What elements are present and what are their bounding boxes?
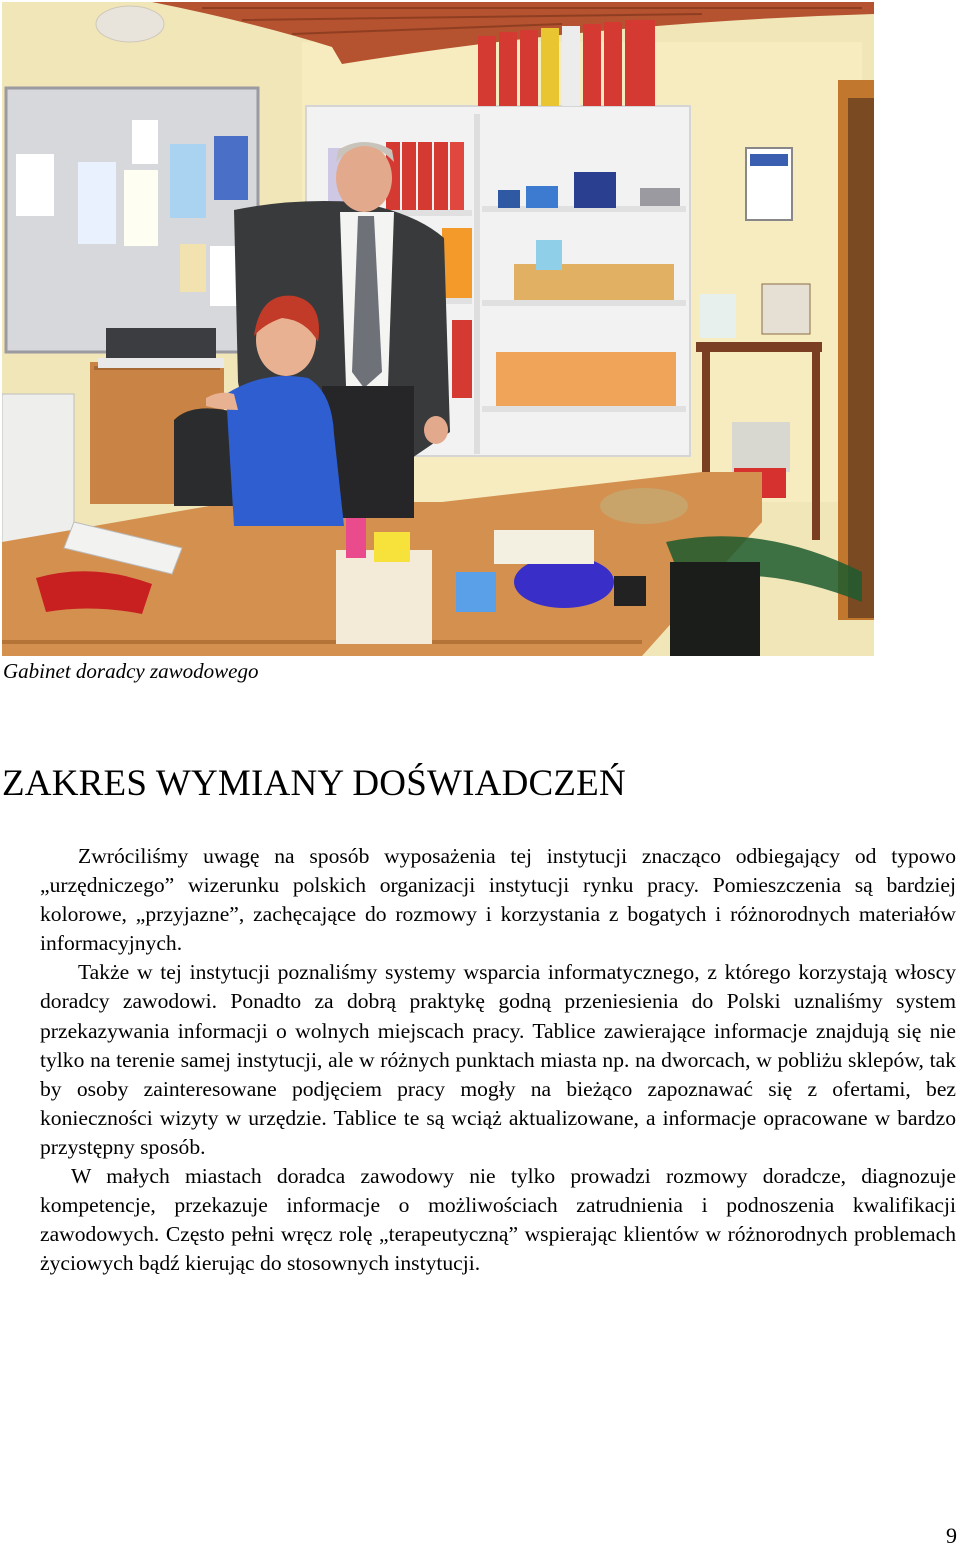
section-heading: ZAKRES WYMIANY DOŚWIADCZEŃ [2,763,626,804]
ceiling-lamp [96,6,164,42]
paragraph: Zwróciliśmy uwagę na sposób wyposażenia tej instytucji znacząco odbiegający od typowo „urzędniczego” wizerunku polskich organizacji instytucji rynku pracy. Pomieszczenia są bardziej kolorowe, „przyjazne”, zachęcające do rozmowy i korzystania z bogatych i różnorodnych materiałów informacyjnych. [40,844,956,956]
paragraph: Także w tej instytucji poznaliśmy systemy wsparcia informatycznego, z którego korzystają włoscy doradcy zawodowi. Ponadto za dobrą praktykę godną przeniesienia do Polski uznaliśmy system przekazywania informacji o wolnych miejscach pracy. Tablice zawierające informacje znajdują się nie tylko na terenie samej instytucji, ale w różnych punktach miasta np. na dworcach, w pobliżu sklepów, tak by osoby zainteresowane podjęciem pracy mogły na bieżąco zapoznawać się z ofertami, bez konieczności wizyty w urzędzie. Tablice te są wciąż aktualizowane, a informacje opracowane w bardzo przystępny sposób. [40,960,956,1159]
side-table [696,342,822,352]
basket [600,488,688,524]
office-chair [174,408,234,506]
page-number: 9 [946,1523,957,1548]
binders-top [478,20,655,106]
body-text [40,842,956,1278]
photo-caption: Gabinet doradcy zawodowego [3,659,259,683]
paragraph: W małych miastach doradca zawodowy nie tylko prowadzi rozmowy doradcze, diagnozuje kompetencje, przekazuje informacje o możliwościach zatrudnienia i podnoszenia kwalifikacji zawodowych. Często pełni wręcz rolę „terapeutyczną” wspierając klientów w różnorodnych problemach życiowych bądź kierując do stosownych instytucji. [40,1164,956,1276]
office-photo [2,2,874,656]
